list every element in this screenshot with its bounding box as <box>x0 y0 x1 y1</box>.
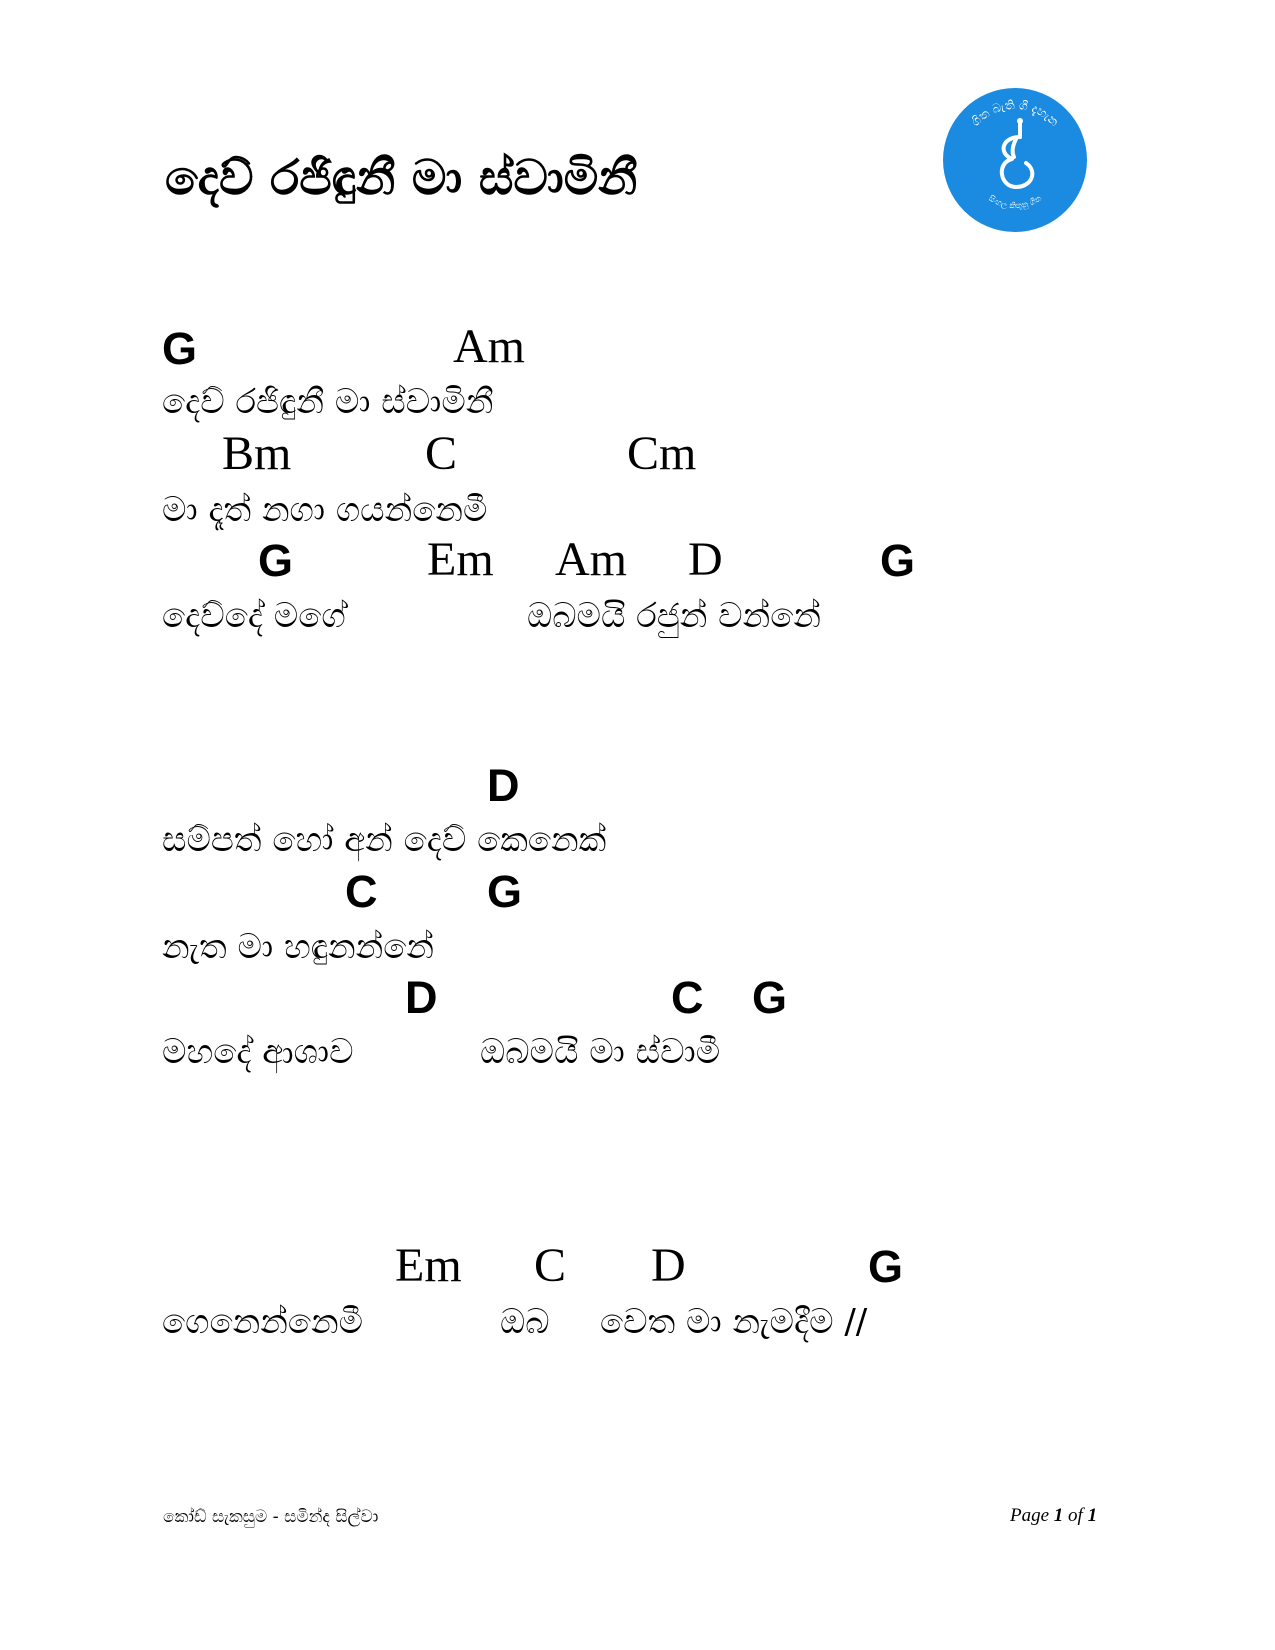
page-current: 1 <box>1053 1505 1064 1526</box>
footer-credit: කෝඩ් සැකසුම - සමින්ද සිල්වා <box>163 1507 379 1527</box>
lyric-segment: ඔබ <box>500 1302 550 1342</box>
chord: Bm <box>222 427 292 480</box>
lyric-segment: දෙව් රජිඳුනී මා ස්වාමිනී <box>162 382 494 422</box>
chord: Am <box>555 533 627 586</box>
chord: Am <box>453 320 525 373</box>
chord: C <box>671 972 704 1023</box>
lyric-segment: වෙත මා නැමදීම // <box>600 1302 868 1342</box>
guitar-logo-icon <box>942 87 1088 233</box>
lyric-segment: දෙව්දේ මගේ <box>162 596 346 636</box>
chord: D <box>405 972 438 1023</box>
page-of: of <box>1068 1505 1083 1526</box>
chord: G <box>487 866 523 917</box>
lyric-segment: ගෙනෙන්නෙමී <box>162 1302 364 1342</box>
page-word: Page <box>1010 1505 1050 1526</box>
chord: G <box>752 972 788 1023</box>
chord: Em <box>427 533 494 586</box>
chord: Em <box>395 1239 462 1292</box>
page-total: 1 <box>1087 1505 1098 1526</box>
lyric-segment: මහදේ ආශාව <box>162 1032 354 1072</box>
chord: Cm <box>627 427 697 480</box>
logo-top-text: ගිත බැති ගී දැහැන <box>968 97 1062 129</box>
chord: G <box>162 323 198 374</box>
lyric-segment: ඔබමයි මා ස්වාමී <box>480 1032 721 1072</box>
chord: G <box>868 1241 904 1292</box>
lyric-segment: සම්පත් හෝ අන් දෙව් කෙනෙක් <box>162 820 607 860</box>
chord: C <box>534 1239 567 1292</box>
chord: D <box>487 760 520 811</box>
chord: D <box>651 1239 686 1292</box>
chord: C <box>425 427 458 480</box>
lyric-segment: මා දෑත් නගා ගයන්නෙමී <box>162 490 488 530</box>
chord: C <box>345 866 378 917</box>
chord: G <box>880 535 916 586</box>
song-title: දෙව් රජිඳුනී මා ස්වාමිනී <box>165 150 638 206</box>
chord: D <box>688 533 723 586</box>
page-number <box>1010 1504 1097 1528</box>
logo-bottom-text: සිංහල කිතුනු ගීත <box>987 193 1043 211</box>
guitar-logo <box>942 87 1088 233</box>
lyric-segment: නැත මා හඳුනන්නේ <box>162 927 435 967</box>
chord: G <box>258 535 294 586</box>
lyric-segment: ඔබමයි රජුන් වන්නේ <box>527 596 821 636</box>
